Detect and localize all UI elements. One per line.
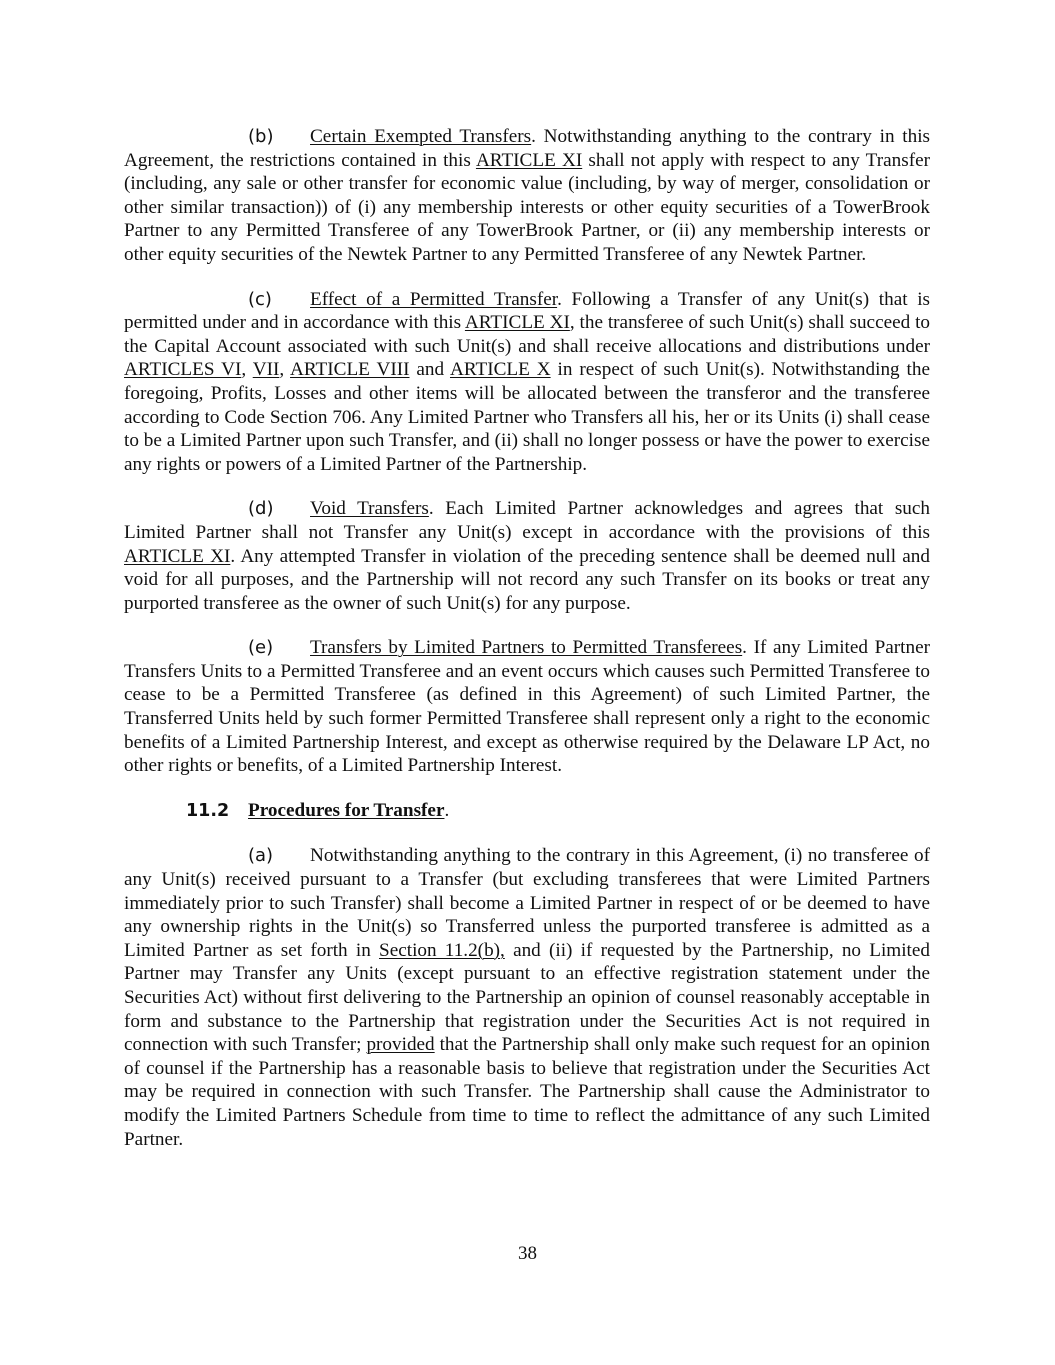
paragraph-text: . Following a Transfer of any Unit(s) that is permitted under and in accordance with this — [124, 288, 930, 334]
paragraph-text: , — [241, 359, 253, 381]
section-title-suffix: . — [444, 799, 450, 821]
section-title: Procedures for Transfer — [248, 799, 445, 821]
paragraph-marker: (b) — [248, 126, 274, 147]
paragraph-text: . Notwithstanding anything to the contrary in this Agreement, the restrictions contained in this — [124, 126, 930, 171]
article-reference: ARTICLES VI — [124, 359, 242, 381]
article-reference: ARTICLE XI — [124, 545, 231, 567]
article-reference: ARTICLE XI — [475, 149, 583, 171]
paragraph-title: Certain Exempted Transfers — [310, 126, 532, 147]
paragraph-marker: (e) — [248, 637, 274, 659]
paragraph-d — [124, 497, 930, 615]
paragraph-marker: (a) — [248, 845, 274, 867]
paragraph-text: Notwithstanding anything to the contrary in this Agreement, (i) no transferee of any Unit(s) received pursuant to a Transfer (but excluding transferees that were Limited Partners immediately prior to such Transfer) shall become a Limited Partner in respect of or be deemed to have any ownership rights in the Unit(s) so Transferred unless the purported transferee is admitted as a Limited Partner as set forth in — [124, 845, 930, 961]
paragraph-a — [124, 844, 930, 1151]
page-number: 38 — [518, 1243, 537, 1264]
paragraph-text: , the transferee of such Unit(s) shall succeed to the Capital Account associated with such Unit(s) and shall receive allocations and distributions under — [124, 312, 931, 357]
article-reference: ARTICLE X — [449, 359, 551, 381]
document-page — [124, 125, 930, 1172]
article-reference: VII — [252, 359, 280, 381]
paragraph-text: . If any Limited Partner Transfers Units to a Permitted Transferee and an event occurs which causes such Permitted Transferee to cease to be a Permitted Transferee (as defined in this Agreement) of such Limited Partner, the Transferred Units held by such former Permitted Transferee shall represent only a right to the economic benefits of a Limited Partnership Interest, and except as otherwise required by the Delaware LP Act, no other rights or benefits, of a Limited Partnership Interest. — [124, 637, 931, 777]
paragraph-title: Void Transfers — [310, 498, 429, 520]
paragraph-title: Transfers by Limited Partners to Permitted Transferees — [310, 637, 743, 659]
paragraph-marker: (d) — [248, 498, 274, 520]
paragraph-title: Effect of a Permitted Transfer — [310, 288, 558, 310]
article-reference: ARTICLE VIII — [290, 359, 410, 381]
section-reference: Section 11.2(b), — [379, 939, 505, 961]
paragraph-b — [124, 125, 930, 267]
article-reference: ARTICLE XI — [464, 312, 570, 334]
paragraph-text: shall not apply with respect to any Transfer (including, any sale or other transfer for economic value (including, by way of merger, consolidation or other similar transaction)) of (i) any membership interests or other equity securities of a TowerBrook Partner to any Permitted Transferee of any TowerBrook Partner, or (ii) any membership interests or other equity securities of the Newtek Partner to any Permitted Transferee of any Newtek Partner. — [124, 149, 930, 265]
paragraph-text: in respect of such Unit(s). Notwithstanding the foregoing, Profits, Losses and other items will be allocated between the transferor and the transferee according to Code Section 706. Any Limited Partner who Transfers all his, her or its Units (i) shall cease to be a Limited Partner upon such Transfer, and (ii) shall no longer possess or have the power to exercise any rights or powers of a Limited Partner of the Partnership. — [124, 359, 930, 475]
paragraph-marker: (c) — [248, 288, 272, 310]
paragraph-text: and (ii) if requested by the Partnership, no Limited Partner may Transfer any Units (except pursuant to an effective registration statement under the Securities Act) without first delivering to the Partnership an opinion of counsel reasonably acceptable in form and substance to the Partnership that registration under the Securities Act is not required in connection with such Transfer; — [124, 939, 930, 1056]
proviso-term: provided — [366, 1034, 435, 1056]
paragraph-text: and — [409, 359, 450, 381]
paragraph-text: . Each Limited Partner acknowledges and agrees that such Limited Partner shall not Transfer any Unit(s) except in accordance with the provisions of this — [124, 498, 930, 543]
paragraph-text: . Any attempted Transfer in violation of the preceding sentence shall be deemed null and void for all purposes, and the Partnership will not record any such Transfer on its books or treat any purported transferee as the owner of such Unit(s) for any purpose. — [124, 545, 930, 614]
section-number: 11.2 — [186, 800, 230, 821]
paragraph-text: , — [279, 359, 291, 381]
paragraph-text: that the Partnership shall only make such request for an opinion of counsel if the Partnership has a reasonable basis to believe that registration under the Securities Act may be required in connection with such Transfer. The Partnership shall cause the Administrator to modify the Limited Partners Schedule from time to time to reflect the admittance of any such Limited Partner. — [124, 1034, 930, 1150]
paragraph-c — [124, 288, 930, 477]
paragraph-e — [124, 636, 930, 778]
section-heading-11-2 — [186, 799, 930, 824]
